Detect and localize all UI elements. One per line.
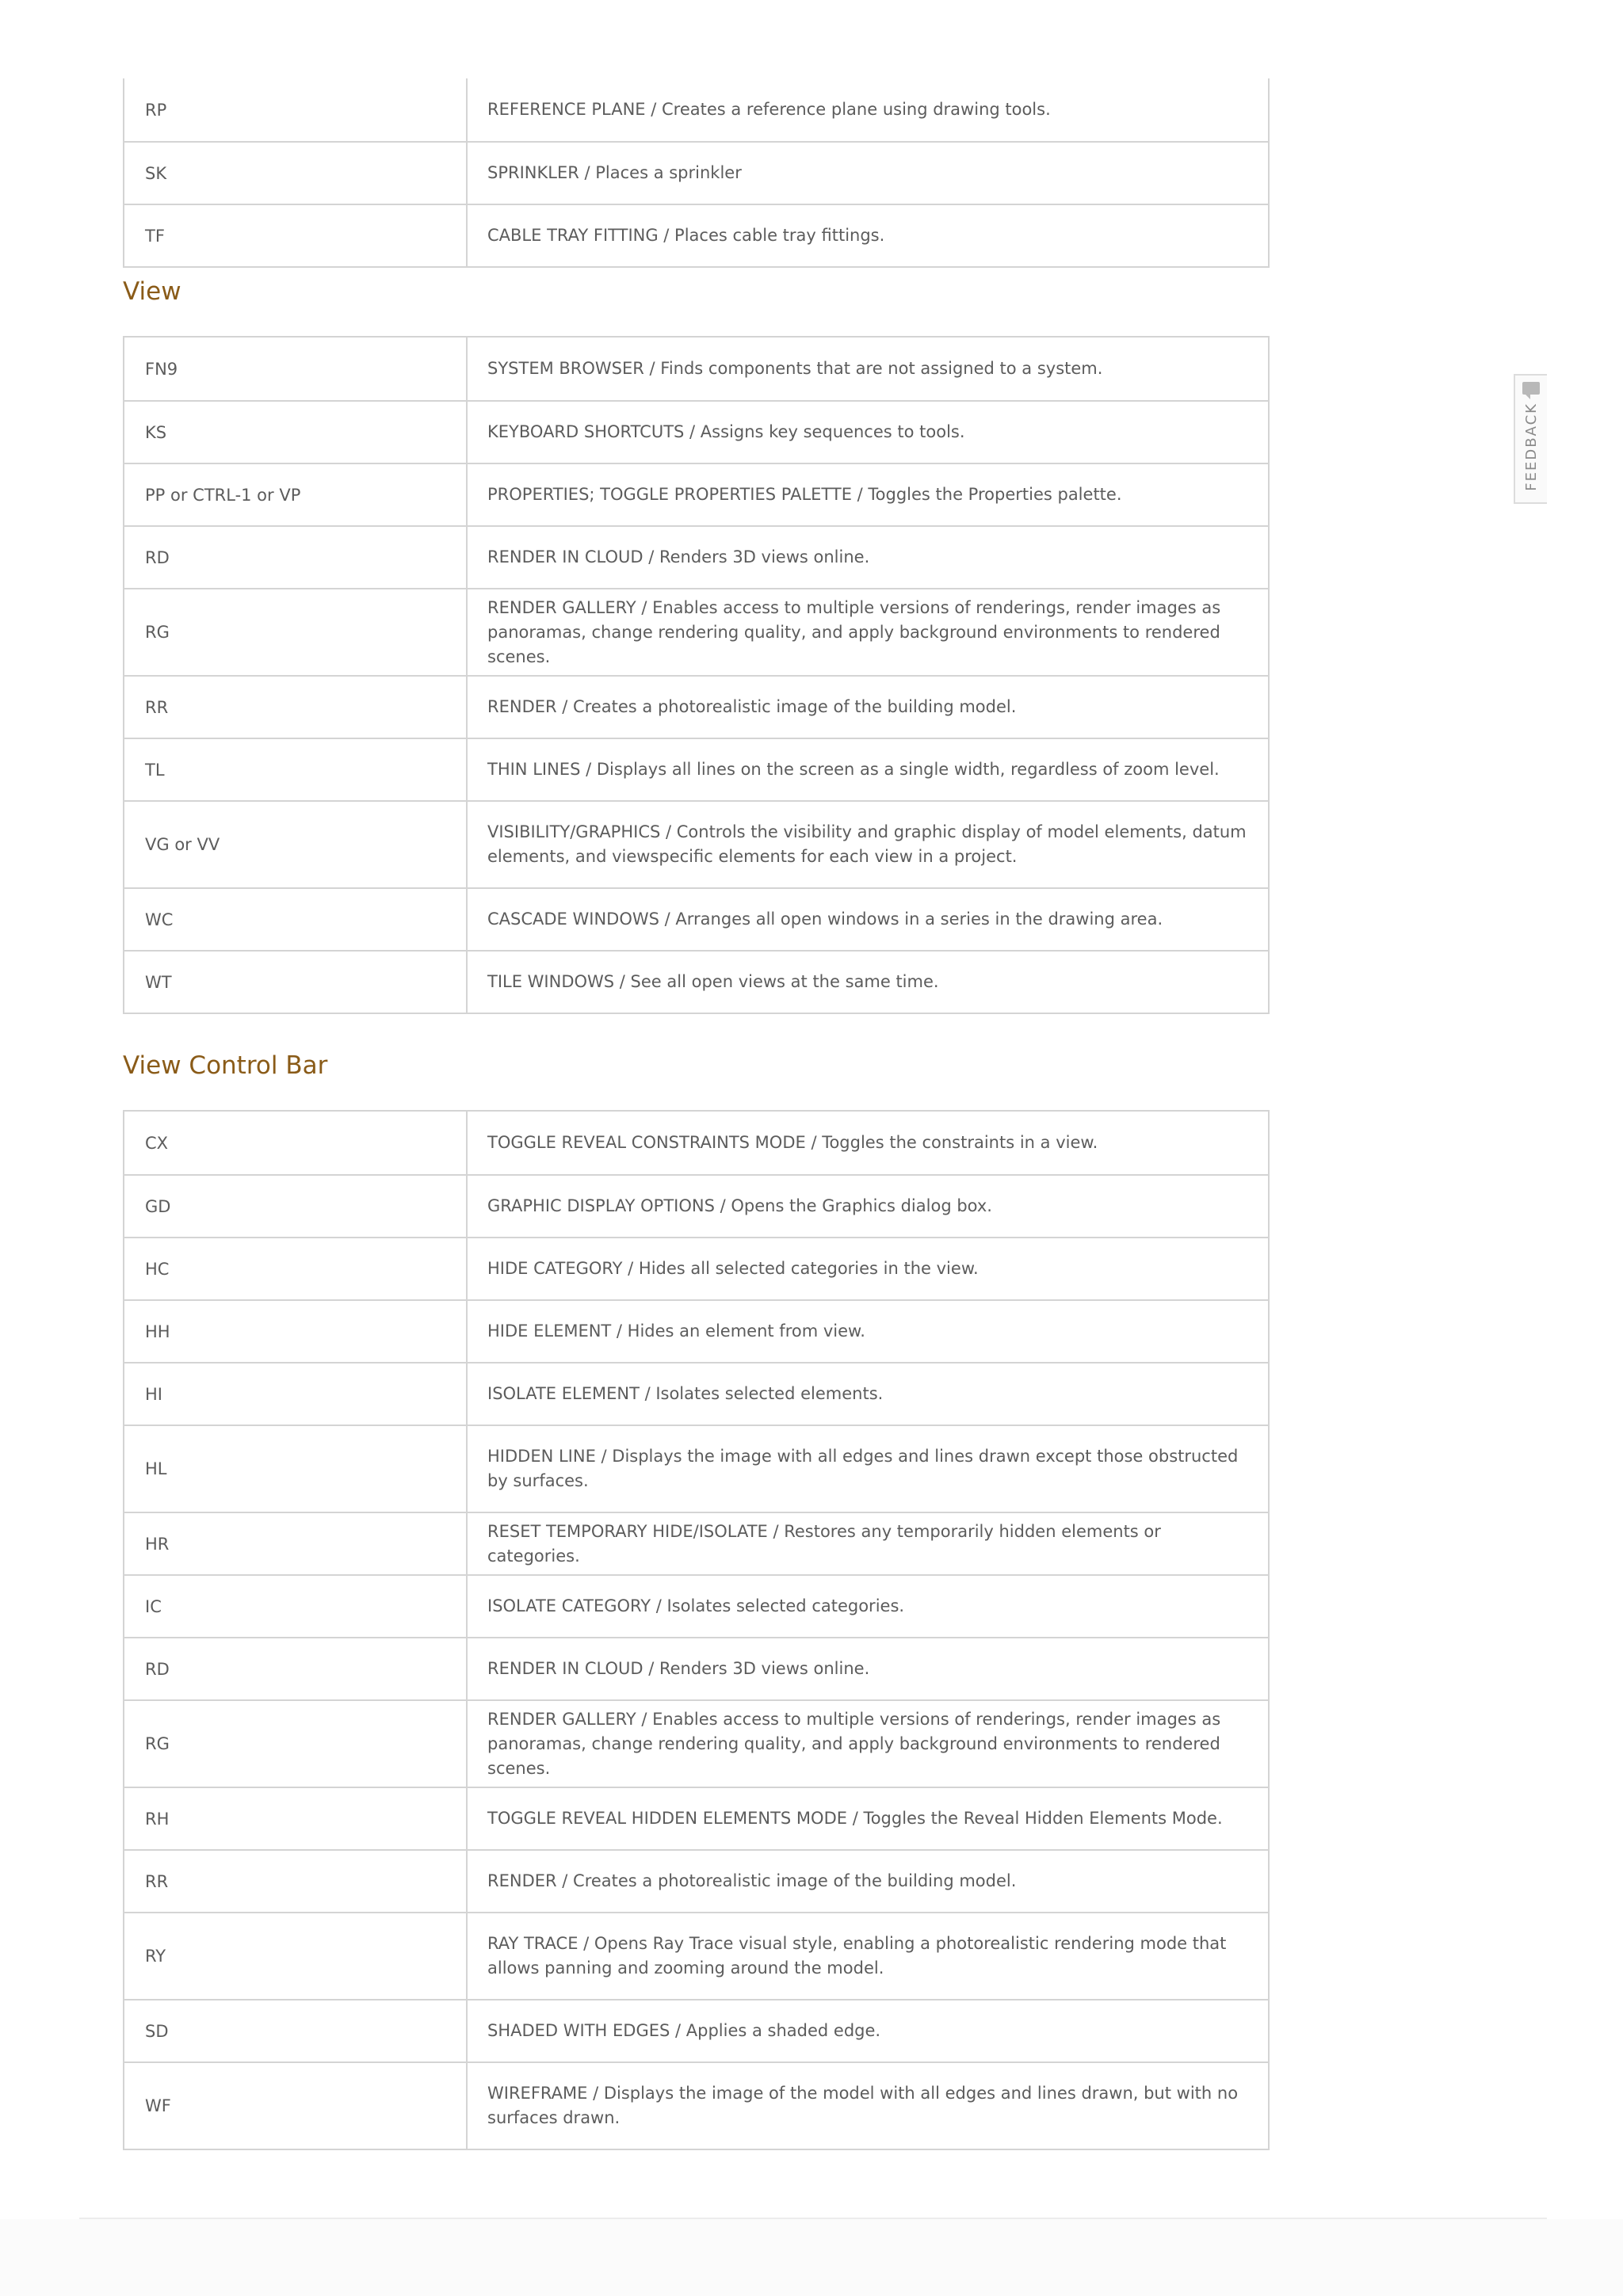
shortcut-key: HI [124,1363,468,1425]
table-row [124,1112,1268,1174]
shortcut-description: SHADED WITH EDGES / Applies a shaded edge. [487,2021,881,2040]
table-row [124,1362,1268,1425]
shortcut-description: TILE WINDOWS / See all open views at the same time. [487,972,939,991]
table-row [124,800,1268,887]
table-row [124,1699,1268,1787]
shortcut-description: THIN LINES / Displays all lines on the screen as a single width, regardless of zoom level. [487,760,1220,779]
shortcut-key: RG [124,589,468,675]
shortcut-key: RR [124,677,468,738]
shortcut-key: RH [124,1788,468,1849]
shortcut-key: VG or VV [124,802,468,887]
shortcut-description: RAY TRACE / Opens Ray Trace visual style, enabling a photorealistic rendering mode that allows panning and zooming around the model. [487,1934,1227,1978]
shortcut-key: PP or CTRL-1 or VP [124,464,468,525]
shortcut-description: ISOLATE ELEMENT / Isolates selected elements. [487,1384,884,1403]
shortcut-description: SYSTEM BROWSER / Finds components that are not assigned to a system. [487,359,1103,378]
shortcut-description: RENDER / Creates a photorealistic image of the building model. [487,1871,1017,1890]
shortcut-key: WF [124,2063,468,2149]
shortcut-key: RP [124,78,468,141]
shortcut-table-view-control-bar [123,1110,1270,2150]
shortcut-key: TL [124,739,468,800]
table-row [124,1912,1268,1999]
table-row [124,400,1268,463]
table-row [124,78,1268,141]
shortcut-description: RESET TEMPORARY HIDE/ISOLATE / Restores any temporarily hidden elements or categories. [487,1521,1161,1566]
shortcut-description: TOGGLE REVEAL HIDDEN ELEMENTS MODE / Toggles the Reveal Hidden Elements Mode. [487,1809,1223,1828]
shortcut-description: RENDER IN CLOUD / Renders 3D views online. [487,1659,870,1678]
shortcut-description: SPRINKLER / Places a sprinkler [487,163,742,182]
table-row [124,1637,1268,1699]
table-row [124,2061,1268,2149]
shortcut-description: HIDE ELEMENT / Hides an element from view. [487,1322,865,1341]
section-title-view: View [123,277,181,306]
table-row [124,1849,1268,1912]
footer [0,2219,1623,2296]
table-row [124,1787,1268,1849]
shortcut-key: RD [124,1638,468,1699]
shortcut-description: HIDE CATEGORY / Hides all selected categories in the view. [487,1259,979,1278]
shortcut-key: HR [124,1513,468,1574]
shortcut-key: WC [124,889,468,950]
shortcut-description: CABLE TRAY FITTING / Places cable tray fittings. [487,226,885,245]
shortcut-key: CX [124,1112,468,1174]
feedback-label: FEEDBACK [1522,402,1540,491]
shortcut-description: RENDER IN CLOUD / Renders 3D views online. [487,547,870,566]
table-row [124,1237,1268,1299]
feedback-tab[interactable] [1514,374,1547,504]
shortcut-key: RY [124,1913,468,1999]
table-row [124,1174,1268,1237]
shortcut-key: SK [124,143,468,204]
table-row [124,463,1268,525]
shortcut-description: RENDER / Creates a photorealistic image of the building model. [487,697,1017,716]
shortcut-key: FN9 [124,338,468,400]
table-row [124,1574,1268,1637]
shortcut-description: RENDER GALLERY / Enables access to multiple versions of renderings, render images as panoramas, change rendering quality, and apply background environments to rendered scenes. [487,597,1221,666]
shortcut-key: KS [124,402,468,463]
shortcut-description: VISIBILITY/GRAPHICS / Controls the visibility and graphic display of model elements, datum elements, and viewspecific elements for each view in a project. [487,822,1247,866]
shortcut-description: HIDDEN LINE / Displays the image with all edges and lines drawn except those obstructed by surfaces. [487,1447,1239,1490]
shortcut-description: WIREFRAME / Displays the image of the model with all edges and lines drawn, but with no surfaces drawn. [487,2084,1239,2127]
shortcut-key: RD [124,527,468,588]
shortcut-description: CASCADE WINDOWS / Arranges all open windows in a series in the drawing area. [487,910,1163,929]
shortcut-key: TF [124,205,468,266]
table-row [124,950,1268,1013]
table-row [124,1425,1268,1512]
shortcut-key: IC [124,1576,468,1637]
table-row [124,525,1268,588]
shortcut-table-continued [123,78,1270,268]
shortcut-description: REFERENCE PLANE / Creates a reference plane using drawing tools. [487,100,1051,119]
table-row [124,1512,1268,1574]
table-row [124,887,1268,950]
table-row [124,675,1268,738]
shortcut-key: GD [124,1176,468,1237]
shortcut-description: TOGGLE REVEAL CONSTRAINTS MODE / Toggles the constraints in a view. [487,1133,1098,1152]
shortcut-key: RG [124,1701,468,1787]
table-row [124,1299,1268,1362]
table-row [124,738,1268,800]
shortcut-key: WT [124,952,468,1013]
table-row [124,588,1268,675]
shortcut-table-view [123,336,1270,1014]
shortcut-key: HL [124,1426,468,1512]
shortcut-key: SD [124,2000,468,2061]
shortcut-description: KEYBOARD SHORTCUTS / Assigns key sequences to tools. [487,422,965,441]
table-row [124,1999,1268,2061]
shortcut-key: HH [124,1301,468,1362]
table-row [124,338,1268,400]
shortcut-description: ISOLATE CATEGORY / Isolates selected categories. [487,1596,905,1615]
shortcut-description: GRAPHIC DISPLAY OPTIONS / Opens the Graphics dialog box. [487,1196,992,1215]
shortcut-description: PROPERTIES; TOGGLE PROPERTIES PALETTE / Toggles the Properties palette. [487,485,1122,504]
shortcut-description: RENDER GALLERY / Enables access to multiple versions of renderings, render images as panoramas, change rendering quality, and apply background environments to rendered scenes. [487,1709,1221,1778]
table-row [124,141,1268,204]
shortcut-key: RR [124,1851,468,1912]
table-row [124,204,1268,266]
section-title-view-control-bar: View Control Bar [123,1051,328,1080]
speech-bubble-icon [1522,382,1540,395]
shortcut-key: HC [124,1238,468,1299]
